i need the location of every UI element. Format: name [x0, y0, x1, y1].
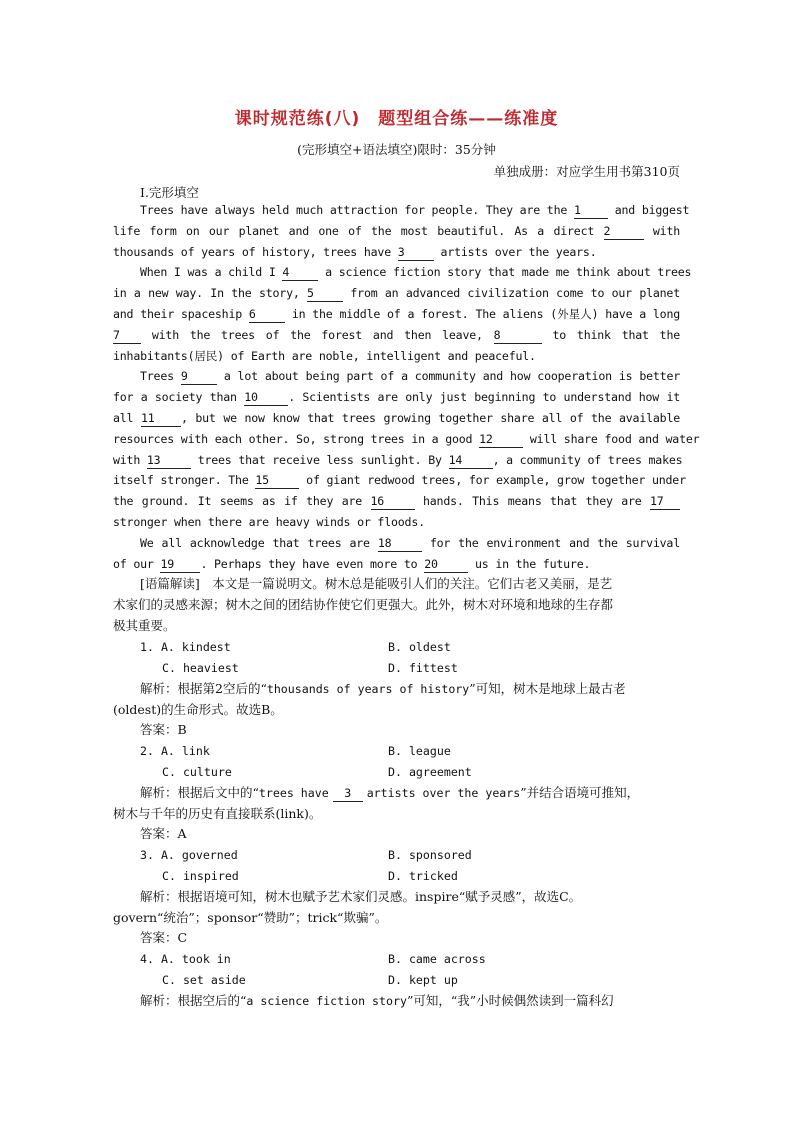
- passage-line: We all acknowledge that trees are 18 for the environment and the survival: [140, 535, 680, 550]
- page-subtitle: (完形填空+语法填空)限时：35分钟: [297, 142, 496, 157]
- blank-16[interactable]: 16: [371, 493, 415, 510]
- passage-line: itself stronger. The 15 of giant redwood trees, for example, grow together under: [113, 473, 686, 488]
- question-2-answer: 答案：A: [140, 826, 187, 841]
- question-3-analysis: 解析：根据语境可知，树木也赋予艺术家们灵感。inspire“赋予灵感”，故选C。: [140, 889, 582, 904]
- question-1-options-cd: [162, 658, 702, 679]
- blank-15[interactable]: 15: [255, 472, 299, 489]
- passage-line: with 13 trees that receive less sunlight. By 14 , a community of trees makes: [113, 452, 683, 467]
- section-heading: Ⅰ.完形填空: [140, 185, 199, 200]
- blank-13[interactable]: 13: [147, 452, 191, 469]
- book-reference: 单独成册：对应学生用书第310页: [493, 164, 680, 179]
- passage-line: and their spaceship 6 in the middle of a forest. The aliens (外星人) have a long: [113, 306, 681, 321]
- passage-line: 7 with the trees of the forest and then leave, 8 to think that the: [113, 327, 681, 342]
- passage-line: When I was a child I 4 a science fiction story that made me think about trees: [140, 265, 692, 280]
- blank-11[interactable]: 11: [141, 410, 181, 427]
- blank-8[interactable]: 8: [494, 327, 542, 344]
- blank-18[interactable]: 18: [378, 535, 422, 552]
- blank-12[interactable]: 12: [479, 431, 523, 448]
- passage-line: inhabitants(居民) of Earth are noble, intelligent and peaceful.: [113, 348, 536, 363]
- question-2-analysis: 解析：根据后文中的“trees have 3 artists over the years”并结合语境可推知，: [140, 785, 640, 800]
- question-2-options-ab: [140, 741, 680, 762]
- question-3-analysis-cont: govern“统治”；sponsor“赞助”；trick“欺骗”。: [113, 910, 388, 925]
- blank-2[interactable]: 2: [604, 223, 644, 240]
- option-b[interactable]: B. league: [388, 744, 451, 758]
- question-1-options-ab: [140, 637, 680, 658]
- option-b[interactable]: B. sponsored: [388, 848, 472, 862]
- blank-19[interactable]: 19: [160, 556, 200, 573]
- option-d[interactable]: D. kept up: [388, 973, 458, 987]
- reading-note: [语篇解读] 本文是一篇说明文。树木总是能吸引人们的关注。它们古老又美丽，是艺 术家们的灵感来源；树木之间的团结协作使它们更强大。此外，树木对环境和地球的生存都 极其重要。: [113, 576, 614, 633]
- passage-line: in a new way. In the story, 5 from an advanced civilization come to our planet: [113, 286, 680, 301]
- blank-1[interactable]: 1: [574, 202, 608, 219]
- passage-line: life form on our planet and one of the most beautiful. As a direct 2 with: [113, 223, 681, 238]
- option-c[interactable]: C. heaviest: [162, 661, 239, 675]
- page-title: 课时规范练(八) 题型组合练——练准度: [234, 109, 559, 129]
- option-b[interactable]: B. oldest: [388, 640, 451, 654]
- option-d[interactable]: D. agreement: [388, 765, 472, 779]
- blank-14[interactable]: 14: [449, 452, 493, 469]
- question-2-options-cd: [162, 762, 702, 783]
- passage-line: Trees have always held much attraction for people. They are the 1 and biggest: [140, 203, 690, 217]
- passage-line: of our 19 . Perhaps they have even more to 20 us in the future.: [113, 556, 591, 571]
- question-1-analysis: 解析：根据第2空后的“thousands of years of history”可知，树木是地球上最古老: [140, 681, 626, 696]
- blank-6[interactable]: 6: [249, 306, 285, 323]
- passage-line: thousands of years of history, trees have 3 artists over the years.: [113, 244, 597, 259]
- question-3-options-cd: [162, 866, 702, 887]
- passage-line: the ground. It seems as if they are 16 hands. This means that they are 17: [113, 491, 680, 512]
- passage-line: resources with each other. So, strong trees in a good 12 will share food and water: [113, 431, 700, 446]
- passage-line: Trees 9 a lot about being part of a community and how cooperation is better: [140, 369, 681, 384]
- option-d[interactable]: D. fittest: [388, 661, 458, 675]
- option-b[interactable]: B. came across: [388, 952, 486, 966]
- question-1-answer: 答案：B: [140, 722, 187, 737]
- blank-5[interactable]: 5: [307, 285, 343, 302]
- question-2-analysis-cont: 树木与千年的历史有直接联系(link)。: [113, 806, 322, 821]
- blank-10[interactable]: 10: [244, 389, 288, 406]
- option-a[interactable]: 1. A. kindest: [140, 640, 231, 654]
- blank-17[interactable]: 17: [650, 493, 680, 510]
- blank-7[interactable]: 7: [113, 327, 141, 344]
- blank-4[interactable]: 4: [282, 264, 318, 281]
- option-c[interactable]: C. culture: [162, 765, 232, 779]
- passage-line: for a society than 10 . Scientists are only just beginning to understand how it: [113, 390, 680, 405]
- option-c[interactable]: C. set aside: [162, 973, 246, 987]
- question-1-analysis-cont: (oldest)的生命形式。故选B。: [113, 702, 283, 717]
- question-3-answer: 答案：C: [140, 930, 188, 945]
- cloze-passage: [113, 200, 700, 574]
- question-4-options-ab: [140, 949, 680, 970]
- passage-line: stronger when there are heavy winds or floods.: [113, 514, 425, 529]
- blank-3[interactable]: 3: [398, 244, 434, 261]
- option-a[interactable]: 4. A. took in: [140, 952, 231, 966]
- blank-20[interactable]: 20: [424, 556, 468, 573]
- option-c[interactable]: C. inspired: [162, 869, 239, 883]
- passage-line: all 11 , but we now know that trees growing together share all of the available: [113, 410, 680, 425]
- option-a[interactable]: 3. A. governed: [140, 848, 238, 862]
- blank-9[interactable]: 9: [181, 368, 217, 385]
- option-a[interactable]: 2. A. link: [140, 744, 210, 758]
- question-3-options-ab: [140, 845, 680, 866]
- question-4-analysis: 解析：根据空后的“a science fiction story”可知，“我”小时候偶然读到一篇科幻: [140, 993, 614, 1008]
- question-4-options-cd: [162, 970, 702, 991]
- option-d[interactable]: D. tricked: [388, 869, 458, 883]
